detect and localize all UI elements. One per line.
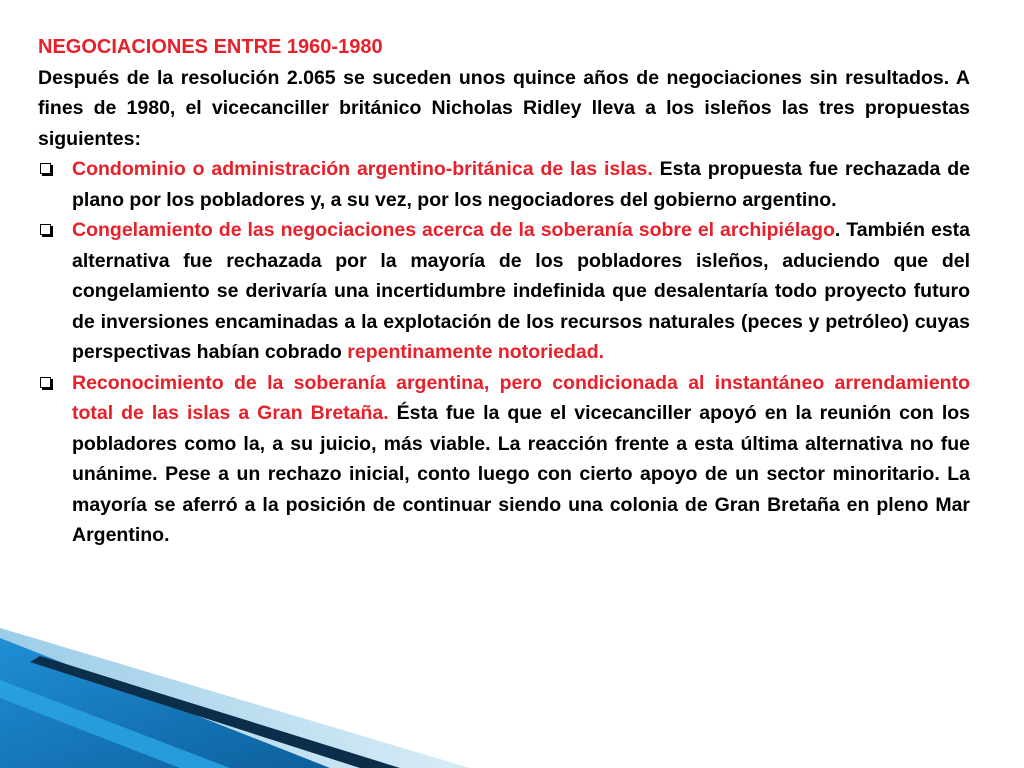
intro-paragraph: Después de la resolución 2.065 se suceden unos quince años de negociaciones sin resultados. A fines de 1980, el vicecanciller británico Nicholas Ridley lleva a los isleños las tres propuestas siguientes: [38, 66, 970, 150]
checkbox-bullet-icon [40, 224, 51, 235]
proposal-tail-highlight: repentinamente notoriedad. [347, 341, 605, 363]
proposal-highlight: Reconocimiento de la soberanía argentina, pero condicionada al instantáneo arrendamiento total de las islas a Gran Bretaña. [72, 371, 970, 424]
checkbox-bullet-icon [40, 163, 51, 174]
proposal-highlight: Congelamiento de las negociaciones acerca de la soberanía sobre el archipiélago [72, 219, 835, 241]
checkbox-bullet-icon [40, 377, 51, 388]
slide-title: NEGOCIACIONES ENTRE 1960-1980 [38, 36, 383, 58]
proposal-item-condominio [38, 154, 970, 215]
proposal-text: Ésta fue la que el vicecanciller apoyó en la reunión con los pobladores como la, a su juicio, más viable. La reacción frente a esta última alternativa no fue unánime. Pese a un rechazo inicial, conto luego con cierto apoyo de un sector minoritario. La mayoría se aferró a la posición de continuar siendo una colonia de Gran Bretaña en pleno Mar Argentino. [72, 402, 970, 546]
proposal-item-reconocimiento [38, 368, 970, 551]
proposal-text: Esta propuesta fue rechazada de plano por los pobladores y, a su vez, por los negociadores del gobierno argentino. [72, 158, 970, 211]
corner-decoration [0, 628, 470, 768]
proposal-item-congelamiento [38, 215, 970, 368]
slide-content [38, 32, 970, 551]
proposal-highlight: Condominio o administración argentino-británica de las islas. [72, 158, 653, 180]
proposal-list [38, 154, 970, 551]
proposal-text: . También esta alternativa fue rechazada por la mayoría de los pobladores isleños, aduciendo que del congelamiento se derivaría una incertidumbre indefinida que desalentaría todo proyecto futuro de inversiones encaminadas a la explotación de los recursos naturales (peces y petróleo) cuyas perspectivas habían cobrado [72, 219, 971, 363]
